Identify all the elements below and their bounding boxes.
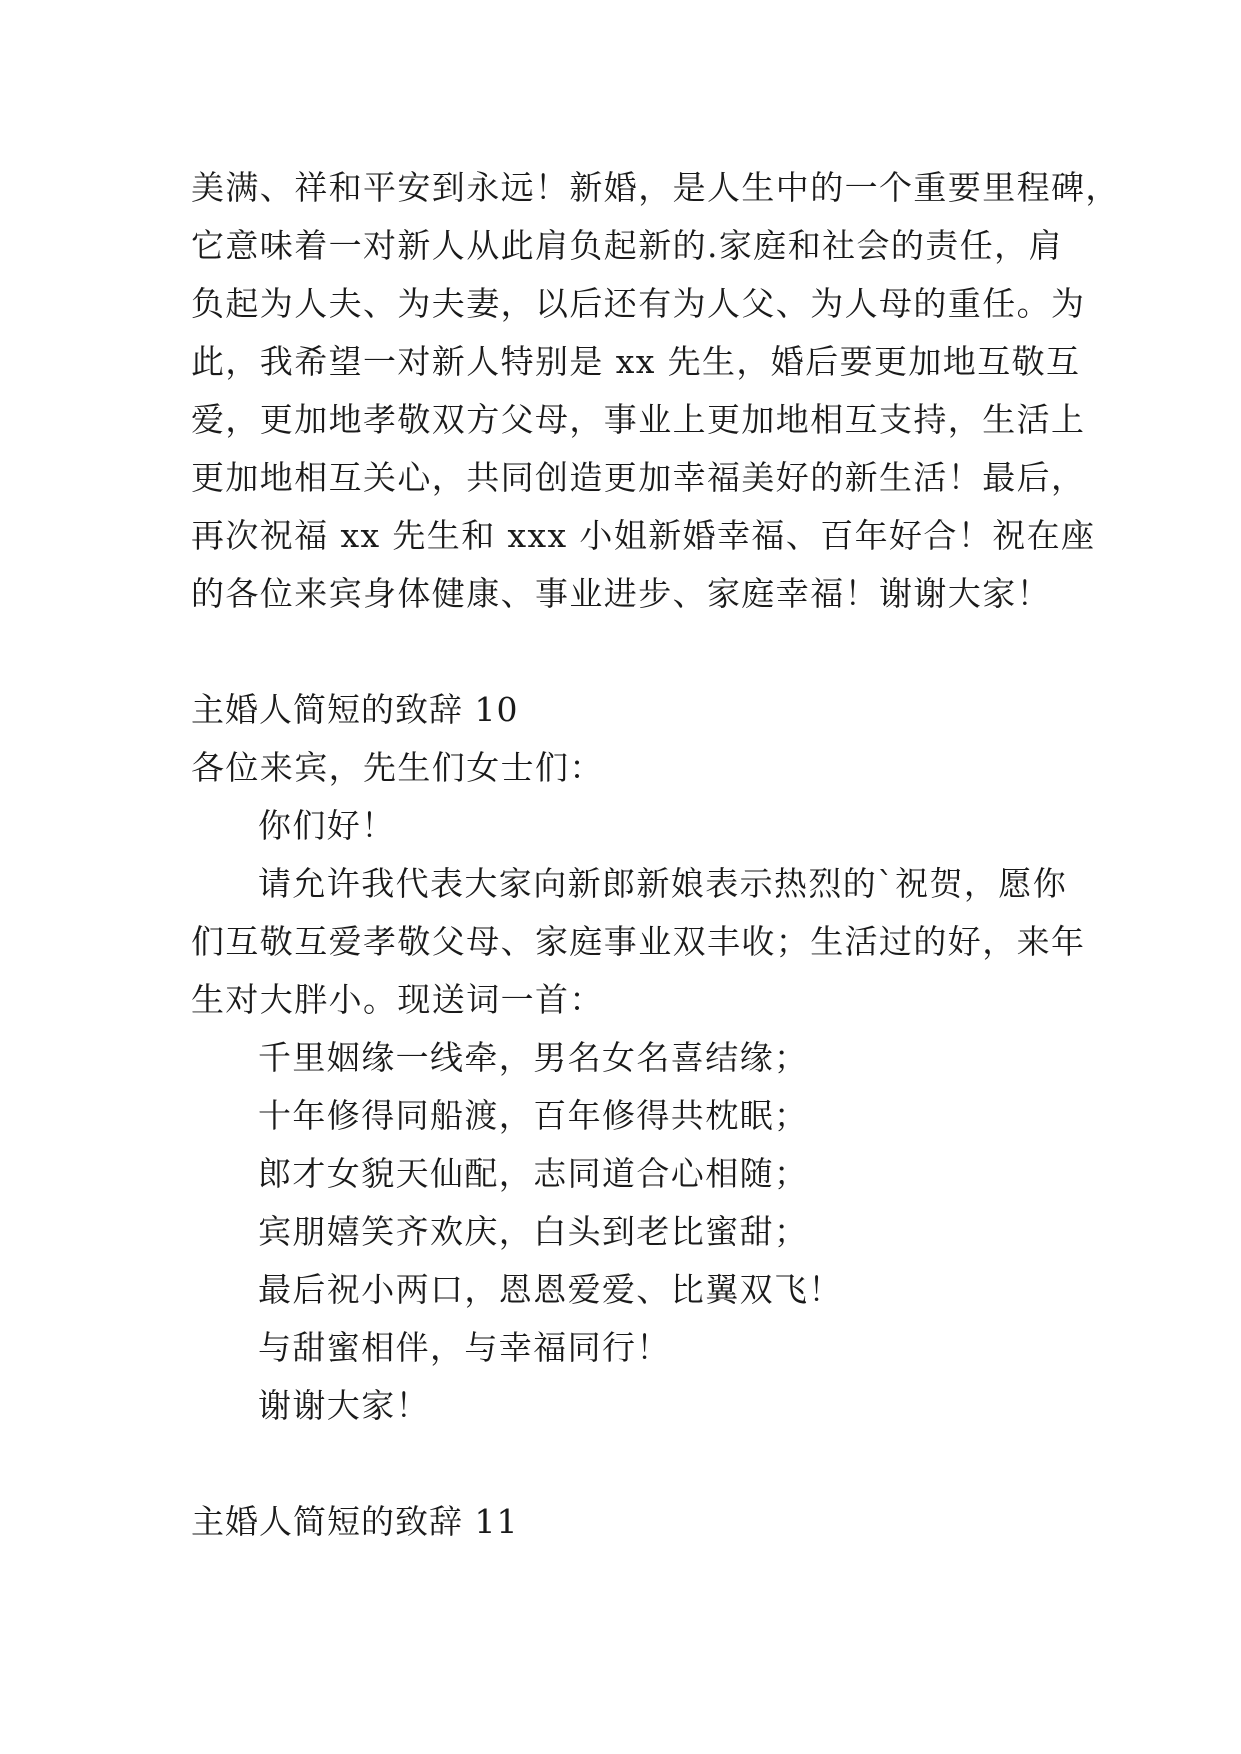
paragraph-line: 负起为人夫、为夫妻，以后还有为人父、为人母的重任。为 — [191, 284, 1086, 323]
paragraph-line: 请允许我代表大家向新郎新娘表示热烈的`祝贺，愿你 — [258, 864, 1068, 903]
section-heading: 主婚人简短的致辞 10 — [191, 690, 519, 729]
paragraph-line: 更加地相互关心，共同创造更加幸福美好的新生活！最后， — [191, 458, 1086, 497]
poem-line: 十年修得同船渡，百年修得共枕眠； — [258, 1096, 809, 1135]
paragraph-line: 爱，更加地孝敬双方父母，事业上更加地相互支持，生活上 — [191, 400, 1086, 439]
poem-line: 最后祝小两口，恩恩爱爱、比翼双飞！ — [258, 1270, 843, 1309]
section-heading: 主婚人简短的致辞 11 — [191, 1502, 519, 1541]
paragraph-line: 此，我希望一对新人特别是 xx 先生，婚后要更加地互敬互 — [191, 342, 1081, 381]
paragraph-line: 生对大胖小。现送词一首： — [191, 980, 604, 1019]
closing-line: 谢谢大家！ — [258, 1386, 430, 1425]
poem-line: 宾朋嬉笑齐欢庆，白头到老比蜜甜； — [258, 1212, 809, 1251]
closing-line: 与甜蜜相伴，与幸福同行！ — [258, 1328, 671, 1367]
paragraph-line: 再次祝福 xx 先生和 xxx 小姐新婚幸福、百年好合！祝在座 — [191, 516, 1096, 555]
greeting: 你们好！ — [258, 806, 396, 845]
paragraph-line: 美满、祥和平安到永远！新婚，是人生中的一个重要里程碑， — [191, 168, 1120, 207]
paragraph-line: 们互敬互爱孝敬父母、家庭事业双丰收；生活过的好，来年 — [191, 922, 1086, 961]
paragraph-line: 的各位来宾身体健康、事业进步、家庭幸福！谢谢大家！ — [191, 574, 1051, 613]
paragraph-line: 它意味着一对新人从此肩负起新的.家庭和社会的责任，肩 — [191, 226, 1063, 265]
poem-line: 郎才女貌天仙配，志同道合心相随； — [258, 1154, 809, 1193]
salutation: 各位来宾，先生们女士们： — [191, 748, 604, 787]
poem-line: 千里姻缘一线牵，男名女名喜结缘； — [258, 1038, 809, 1077]
